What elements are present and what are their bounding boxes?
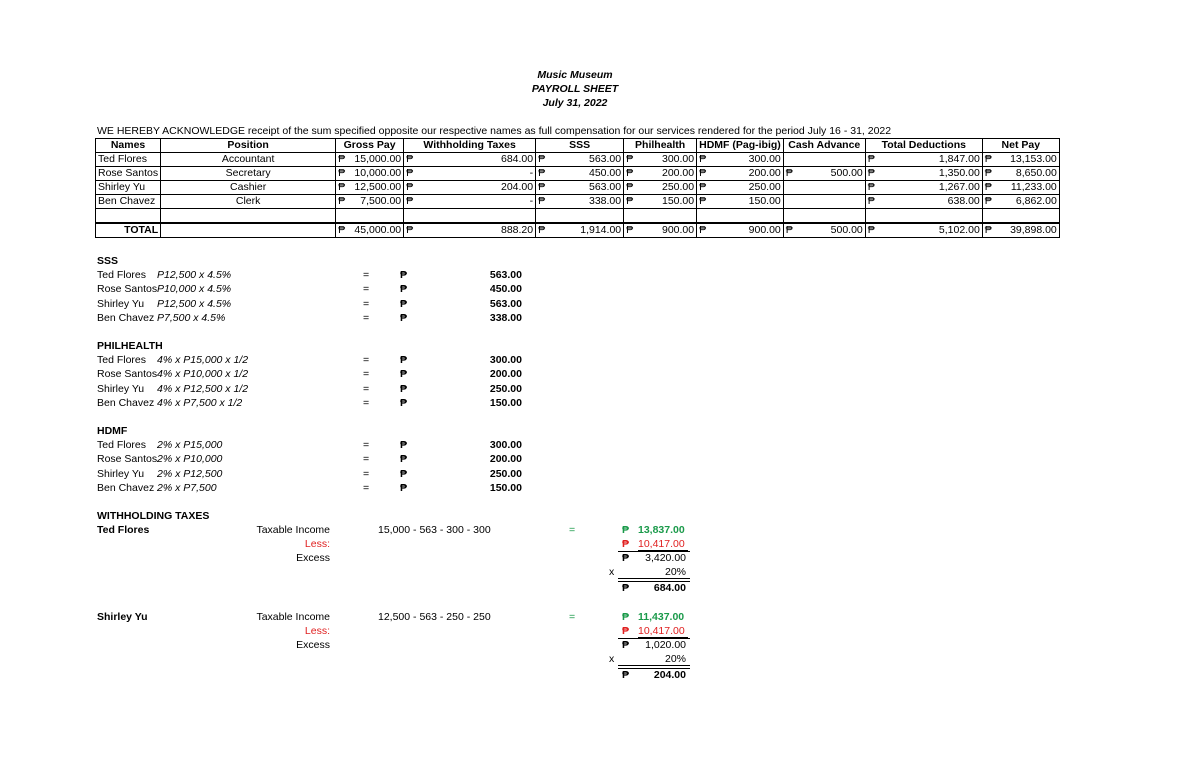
formula: 2% x P15,000 [157, 439, 223, 451]
cell-value: 204.00 [501, 181, 534, 193]
acknowledgement-text: WE HEREBY ACKNOWLEDGE receipt of the sum specified opposite our respective names as full compensation for our services rendered for the period July 16 - 31, 2022 [97, 125, 892, 137]
currency-symbol: ₱ [622, 582, 630, 594]
cell-text: Rose Santos [96, 167, 161, 181]
currency-symbol: ₱ [338, 167, 346, 179]
cell-text: Shirley Yu [96, 181, 161, 195]
section-heading: SSS [97, 255, 119, 267]
cell-value: 10,000.00 [354, 167, 402, 179]
cell-text: Ted Flores [96, 153, 161, 167]
currency-symbol: ₱ [984, 181, 992, 193]
currency-symbol: ₱ [626, 195, 634, 207]
cell-value: 1,914.00 [580, 224, 622, 236]
cell-value: 888.20 [501, 224, 534, 236]
currency-symbol: ₱ [538, 224, 546, 236]
cell-value: 11,233.00 [1010, 181, 1057, 193]
currency-symbol: ₱ [406, 153, 414, 165]
col-header: Withholding Taxes [404, 139, 536, 153]
currency-symbol: ₱ [626, 181, 634, 193]
cell-value: 900.00 [662, 224, 695, 236]
currency-symbol: ₱ [984, 195, 992, 207]
taxable-value: 13,837.00 [638, 524, 685, 536]
company-name: Music Museum [537, 69, 613, 81]
cell-value: 563.00 [589, 153, 622, 165]
cell-value: 250.00 [662, 181, 695, 193]
equals-sign: = [363, 467, 370, 480]
rate-value: 20% [664, 653, 686, 665]
currency-symbol: ₱ [785, 167, 793, 179]
formula: P12,500 x 4.5% [157, 269, 232, 281]
currency-symbol: ₱ [867, 181, 875, 193]
total-row [96, 223, 1060, 238]
less-value: 10,417.00 [638, 625, 688, 638]
computed-value: 200.00 [489, 368, 522, 381]
cell-text [161, 223, 336, 238]
currency-symbol: ₱ [338, 153, 346, 165]
currency-symbol: ₱ [406, 195, 414, 207]
computation: 12,500 - 563 - 250 - 250 [378, 611, 491, 623]
employee-name: Rose Santos [97, 283, 158, 296]
cell-value: 6,862.00 [1015, 195, 1057, 207]
currency-symbol: ₱ [622, 639, 630, 651]
employee-name: Ben Chavez [97, 396, 155, 409]
currency-symbol: ₱ [622, 524, 630, 536]
currency-symbol: ₱ [984, 167, 992, 179]
table-row [96, 181, 1060, 195]
cell-value: 1,350.00 [938, 167, 980, 179]
table-header-row [96, 139, 1060, 153]
currency-symbol: ₱ [699, 153, 707, 165]
equals-sign: = [569, 524, 576, 536]
cell-value: 150.00 [662, 195, 695, 207]
computed-value: 250.00 [489, 382, 522, 395]
cell-value: 684.00 [501, 153, 534, 165]
cell-text [865, 209, 982, 224]
cell-value: 450.00 [589, 167, 622, 179]
cell-value: 5,102.00 [938, 224, 980, 236]
currency-symbol: ₱ [400, 453, 408, 466]
col-header: Net Pay [982, 139, 1059, 153]
computed-value: 450.00 [489, 283, 522, 296]
currency-symbol: ₱ [867, 224, 875, 236]
computed-value: 338.00 [489, 311, 522, 324]
employee-name: Shirley Yu [97, 297, 145, 310]
currency-symbol: ₱ [622, 669, 630, 681]
less-label: Less: [304, 625, 330, 637]
computed-value: 563.00 [489, 297, 522, 310]
formula: 4% x P15,000 x 1/2 [157, 354, 249, 366]
employee-name: Shirley Yu [97, 382, 145, 395]
cell-value: 200.00 [748, 167, 781, 179]
times-sign: x [609, 566, 615, 578]
cell-value: 338.00 [589, 195, 622, 207]
document-title: PAYROLL SHEET [531, 83, 619, 95]
formula: 2% x P12,500 [157, 467, 223, 480]
payroll-table [95, 138, 1060, 238]
cell-value: 500.00 [830, 167, 863, 179]
rate-value: 20% [664, 566, 686, 578]
employee-name: Ted Flores [97, 269, 147, 281]
document-date: July 31, 2022 [542, 97, 608, 109]
col-header: Total Deductions [865, 139, 982, 153]
employee-name: Ben Chavez [97, 481, 155, 494]
cell-text [96, 209, 161, 224]
cell-text: Accountant [161, 153, 336, 167]
currency-symbol: ₱ [622, 538, 630, 550]
employee-name: Shirley Yu [97, 611, 148, 623]
cell-text [982, 209, 1059, 224]
currency-symbol: ₱ [538, 181, 546, 193]
col-header: Cash Advance [783, 139, 865, 153]
table-row [96, 167, 1060, 181]
currency-symbol: ₱ [867, 153, 875, 165]
cell-text: Ben Chavez [96, 195, 161, 209]
currency-symbol: ₱ [626, 167, 634, 179]
cell-text: Clerk [161, 195, 336, 209]
currency-symbol: ₱ [538, 195, 546, 207]
formula: P7,500 x 4.5% [157, 311, 226, 324]
formula: 4% x P10,000 x 1/2 [157, 368, 249, 381]
currency-symbol: ₱ [538, 167, 546, 179]
currency-symbol: ₱ [626, 153, 634, 165]
cell-text [161, 209, 336, 224]
currency-symbol: ₱ [538, 153, 546, 165]
currency-symbol: ₱ [400, 439, 408, 451]
section-heading: HDMF [97, 425, 128, 437]
computed-value: 300.00 [489, 354, 522, 366]
less-label: Less: [304, 538, 330, 550]
employee-name: Shirley Yu [97, 467, 145, 480]
currency-symbol: ₱ [622, 611, 630, 623]
currency-symbol: ₱ [699, 167, 707, 179]
currency-symbol: ₱ [400, 467, 408, 480]
col-header: Position [161, 139, 336, 153]
currency-symbol: ₱ [400, 481, 408, 494]
employee-name: Ben Chavez [97, 311, 155, 324]
cell-value: 15,000.00 [354, 153, 402, 165]
cell-value: 1,267.00 [938, 181, 980, 193]
times-sign: x [609, 653, 615, 665]
equals-sign: = [363, 382, 370, 395]
equals-sign: = [363, 311, 370, 324]
formula: 2% x P10,000 [157, 453, 223, 466]
excess-value: 1,020.00 [645, 639, 686, 651]
currency-symbol: ₱ [400, 283, 408, 296]
equals-sign: = [569, 611, 576, 623]
equals-sign: = [363, 297, 370, 310]
cell-text [624, 209, 697, 224]
excess-value: 3,420.00 [645, 552, 686, 564]
formula: 4% x P7,500 x 1/2 [157, 396, 243, 409]
cell-text: TOTAL [96, 223, 161, 238]
currency-symbol: ₱ [338, 195, 346, 207]
currency-symbol: ₱ [338, 181, 346, 193]
equals-sign: = [363, 396, 370, 409]
equals-sign: = [363, 481, 370, 494]
tax-value: 204.00 [653, 669, 686, 681]
cell-value: 39,898.00 [1010, 224, 1057, 236]
cell-text [783, 209, 865, 224]
computed-value: 250.00 [489, 467, 522, 480]
cell-text [404, 209, 536, 224]
equals-sign: = [363, 354, 370, 366]
cell-value: 563.00 [589, 181, 622, 193]
taxable-value: 11,437.00 [638, 611, 685, 623]
cell-value: 12,500.00 [354, 181, 402, 193]
currency-symbol: ₱ [400, 354, 408, 366]
employee-name: Ted Flores [97, 524, 150, 536]
col-header: Names [96, 139, 161, 153]
cell-value: 500.00 [830, 224, 863, 236]
currency-symbol: ₱ [984, 224, 992, 236]
equals-sign: = [363, 453, 370, 466]
currency-symbol: ₱ [699, 195, 707, 207]
table-row [96, 195, 1060, 209]
employee-name: Rose Santos [97, 368, 158, 381]
currency-symbol: ₱ [622, 625, 630, 637]
equals-sign: = [363, 439, 370, 451]
cell-text: Secretary [161, 167, 336, 181]
currency-symbol: ₱ [785, 224, 793, 236]
cell-value: - [529, 167, 534, 179]
employee-name: Rose Santos [97, 453, 158, 466]
cell-value: 300.00 [748, 153, 781, 165]
empty-row [96, 209, 1060, 224]
cell-value: 8,650.00 [1015, 167, 1057, 179]
cell-value: 7,500.00 [360, 195, 402, 207]
currency-symbol: ₱ [699, 224, 707, 236]
less-value: 10,417.00 [638, 538, 688, 551]
formula: 2% x P7,500 [157, 481, 217, 494]
cell-value: 900.00 [748, 224, 781, 236]
col-header: Philhealth [624, 139, 697, 153]
taxable-label: Taxable Income [256, 611, 330, 623]
cell-value: 638.00 [947, 195, 980, 207]
cell-value: 200.00 [662, 167, 695, 179]
formula: 4% x P12,500 x 1/2 [157, 382, 249, 395]
equals-sign: = [363, 269, 370, 281]
cell-value: 150.00 [748, 195, 781, 207]
computed-value: 300.00 [489, 439, 522, 451]
tax-value: 684.00 [653, 582, 686, 594]
computation: 15,000 - 563 - 300 - 300 [378, 524, 491, 536]
computed-value: 200.00 [489, 453, 522, 466]
currency-symbol: ₱ [400, 269, 408, 281]
employee-name: Ted Flores [97, 354, 147, 366]
formula: P12,500 x 4.5% [157, 297, 232, 310]
currency-symbol: ₱ [400, 311, 408, 324]
section-heading: PHILHEALTH [97, 340, 163, 352]
cell-value: 13,153.00 [1010, 153, 1057, 165]
currency-symbol: ₱ [984, 153, 992, 165]
col-header: HDMF (Pag-ibig) [697, 139, 784, 153]
cell-text: Cashier [161, 181, 336, 195]
table-row [96, 153, 1060, 167]
equals-sign: = [363, 368, 370, 381]
currency-symbol: ₱ [400, 382, 408, 395]
cell-value: 250.00 [748, 181, 781, 193]
computed-value: 563.00 [489, 269, 522, 281]
currency-symbol: ₱ [622, 552, 630, 564]
currency-symbol: ₱ [406, 224, 414, 236]
currency-symbol: ₱ [867, 195, 875, 207]
excess-label: Excess [296, 639, 330, 651]
cell-value: 45,000.00 [354, 224, 402, 236]
currency-symbol: ₱ [400, 368, 408, 381]
col-header: SSS [536, 139, 624, 153]
equals-sign: = [363, 283, 370, 296]
computed-value: 150.00 [489, 396, 522, 409]
cell-text [336, 209, 404, 224]
currency-symbol: ₱ [867, 167, 875, 179]
cell-text [697, 209, 784, 224]
formula: P10,000 x 4.5% [157, 283, 232, 296]
currency-symbol: ₱ [400, 396, 408, 409]
employee-name: Ted Flores [97, 439, 147, 451]
currency-symbol: ₱ [626, 224, 634, 236]
excess-label: Excess [296, 552, 330, 564]
cell-value: 1,847.00 [938, 153, 980, 165]
currency-symbol: ₱ [400, 297, 408, 310]
currency-symbol: ₱ [406, 181, 414, 193]
currency-symbol: ₱ [406, 167, 414, 179]
cell-text [536, 209, 624, 224]
cell-value: - [529, 195, 534, 207]
col-header: Gross Pay [336, 139, 404, 153]
taxable-label: Taxable Income [256, 524, 330, 536]
currency-symbol: ₱ [338, 224, 346, 236]
computed-value: 150.00 [489, 481, 522, 494]
currency-symbol: ₱ [699, 181, 707, 193]
cell-value: 300.00 [662, 153, 695, 165]
section-heading: WITHHOLDING TAXES [97, 510, 210, 522]
